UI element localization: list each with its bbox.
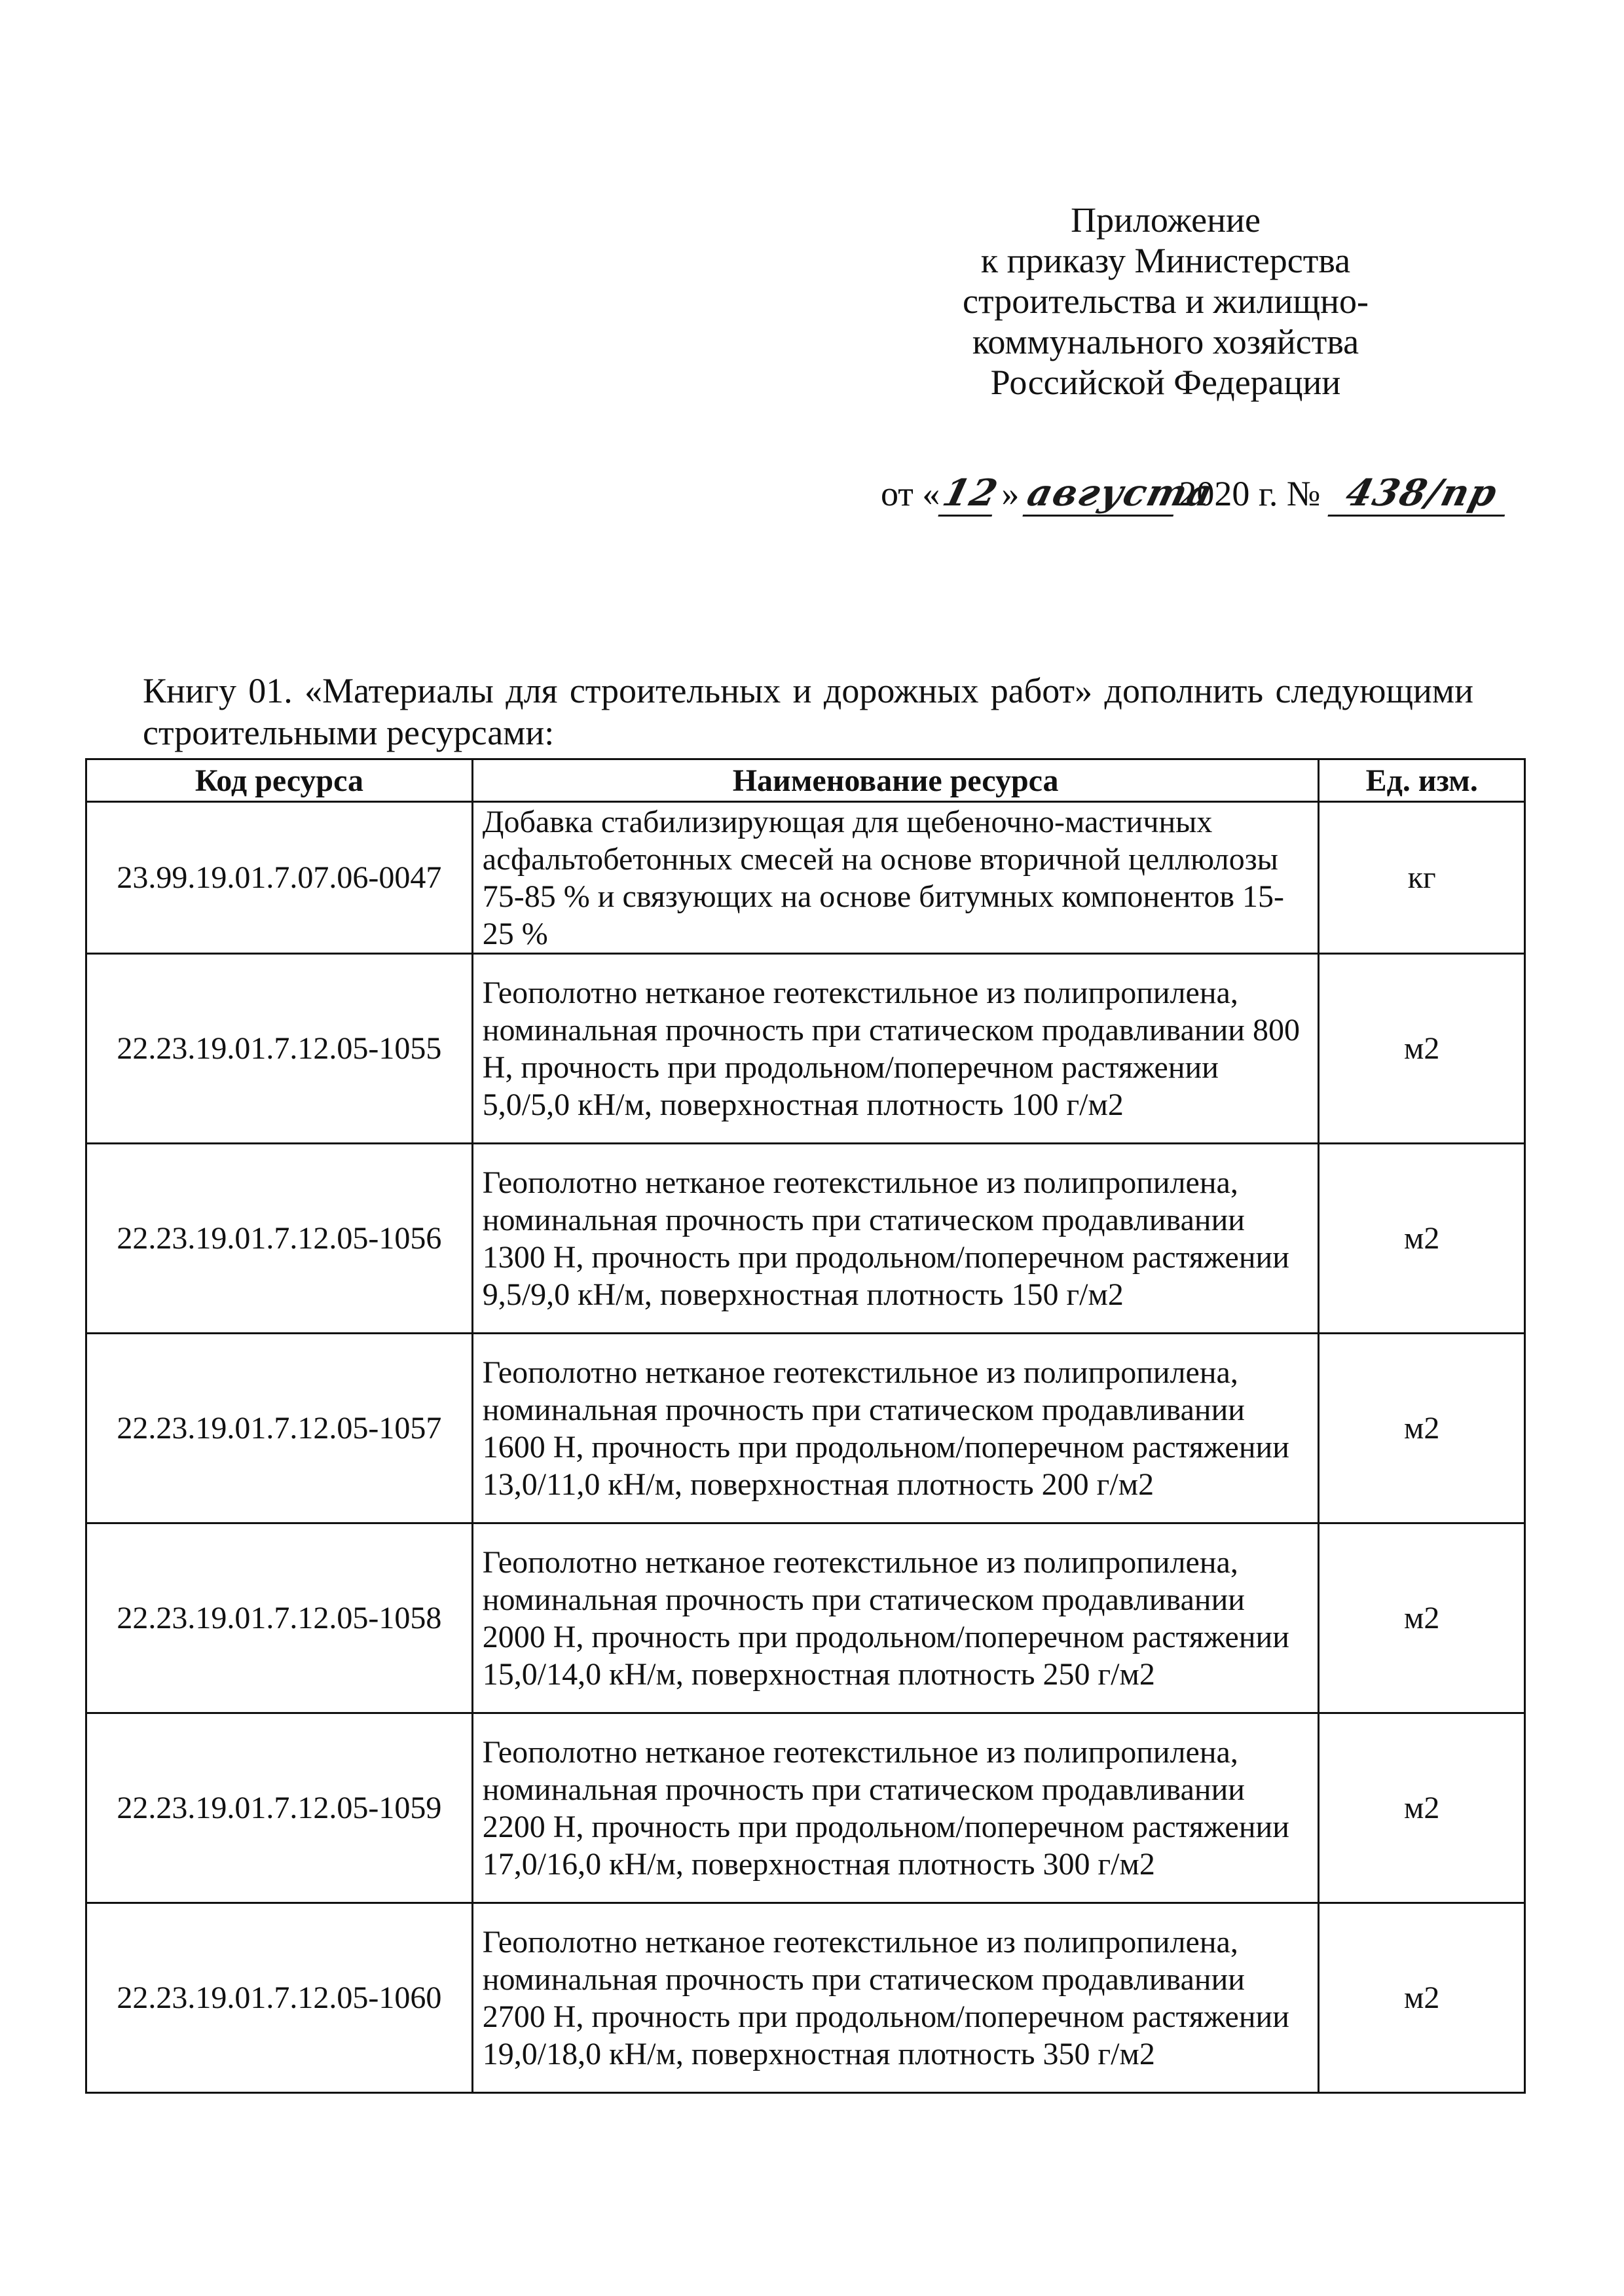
resource-unit: м2 — [1319, 1334, 1525, 1523]
resource-code: 22.23.19.01.7.12.05-1057 — [86, 1334, 473, 1523]
table-row — [86, 1903, 1525, 2093]
table-row — [86, 1334, 1525, 1523]
resource-name: Геополотно нетканое геотекстильное из полипропилена, номинальная прочность при статическом продавливании 1300 Н, прочность при продольном/поперечном растяжении 9,5/9,0 кН/м, поверхностная плотность 150 г/м2 — [472, 1144, 1319, 1334]
header-line: строительства и жилищно- — [963, 282, 1369, 321]
order-day-handwritten: 12 — [938, 471, 1003, 517]
order-prefix: от « — [881, 474, 940, 513]
header-line: Российской Федерации — [990, 363, 1341, 402]
resource-unit: м2 — [1319, 1713, 1525, 1903]
header-line: коммунального хозяйства — [972, 322, 1359, 361]
resource-name: Геополотно нетканое геотекстильное из полипропилена, номинальная прочность при статическом продавливании 2700 Н, прочность при продольном/поперечном растяжении 19,0/18,0 кН/м, поверхностная плотность 350 г/м2 — [472, 1903, 1319, 2093]
resource-unit: кг — [1319, 802, 1525, 954]
column-header-code: Код ресурса — [86, 759, 473, 802]
order-number-handwritten: 438/пр — [1328, 471, 1516, 517]
resource-name: Геополотно нетканое геотекстильное из полипропилена, номинальная прочность при статическом продавливании 2200 Н, прочность при продольном/поперечном растяжении 17,0/16,0 кН/м, поверхностная плотность 300 г/м2 — [472, 1713, 1319, 1903]
table-row — [86, 1713, 1525, 1903]
resource-code: 22.23.19.01.7.12.05-1055 — [86, 954, 473, 1144]
order-year: 2020 г. № — [1179, 474, 1321, 513]
resource-code: 23.99.19.01.7.07.06-0047 — [86, 802, 473, 954]
table-row — [86, 1144, 1525, 1334]
column-header-unit: Ед. изм. — [1319, 759, 1525, 802]
table-row — [86, 1523, 1525, 1713]
resource-code: 22.23.19.01.7.12.05-1059 — [86, 1713, 473, 1903]
resource-unit: м2 — [1319, 1523, 1525, 1713]
table-row — [86, 954, 1525, 1144]
resource-name: Добавка стабилизирующая для щебеночно-мастичных асфальтобетонных смесей на основе вторичной целлюлозы 75-85 % и связующих на основе битумных компонентов 15-25 % — [472, 802, 1319, 954]
order-day-close: » — [1001, 474, 1020, 513]
table-header-row — [86, 759, 1525, 802]
resource-unit: м2 — [1319, 954, 1525, 1144]
resource-name: Геополотно нетканое геотекстильное из полипропилена, номинальная прочность при статическом продавливании 800 Н, прочность при продольном/поперечном растяжении 5,0/5,0 кН/м, поверхностная плотность 100 г/м2 — [472, 954, 1319, 1144]
appendix-header — [904, 200, 1428, 403]
resource-unit: м2 — [1319, 1903, 1525, 2093]
resource-name: Геополотно нетканое геотекстильное из полипропилена, номинальная прочность при статическом продавливании 2000 Н, прочность при продольном/поперечном растяжении 15,0/14,0 кН/м, поверхностная плотность 250 г/м2 — [472, 1523, 1319, 1713]
resource-code: 22.23.19.01.7.12.05-1058 — [86, 1523, 473, 1713]
resources-table — [85, 758, 1526, 2094]
header-line: к приказу Министерства — [980, 241, 1351, 280]
resource-unit: м2 — [1319, 1144, 1525, 1334]
intro-paragraph: Книгу 01. «Материалы для строительных и дорожных работ» дополнить следующими строительными ресурсами: — [143, 671, 1473, 752]
resource-code: 22.23.19.01.7.12.05-1060 — [86, 1903, 473, 2093]
table-row — [86, 802, 1525, 954]
order-month-handwritten: августа — [1023, 471, 1185, 517]
order-date-number — [881, 471, 1510, 524]
resource-code: 22.23.19.01.7.12.05-1056 — [86, 1144, 473, 1334]
header-line: Приложение — [1071, 200, 1261, 240]
resource-name: Геополотно нетканое геотекстильное из полипропилена, номинальная прочность при статическом продавливании 1600 Н, прочность при продольном/поперечном растяжении 13,0/11,0 кН/м, поверхностная плотность 200 г/м2 — [472, 1334, 1319, 1523]
column-header-name: Наименование ресурса — [472, 759, 1319, 802]
